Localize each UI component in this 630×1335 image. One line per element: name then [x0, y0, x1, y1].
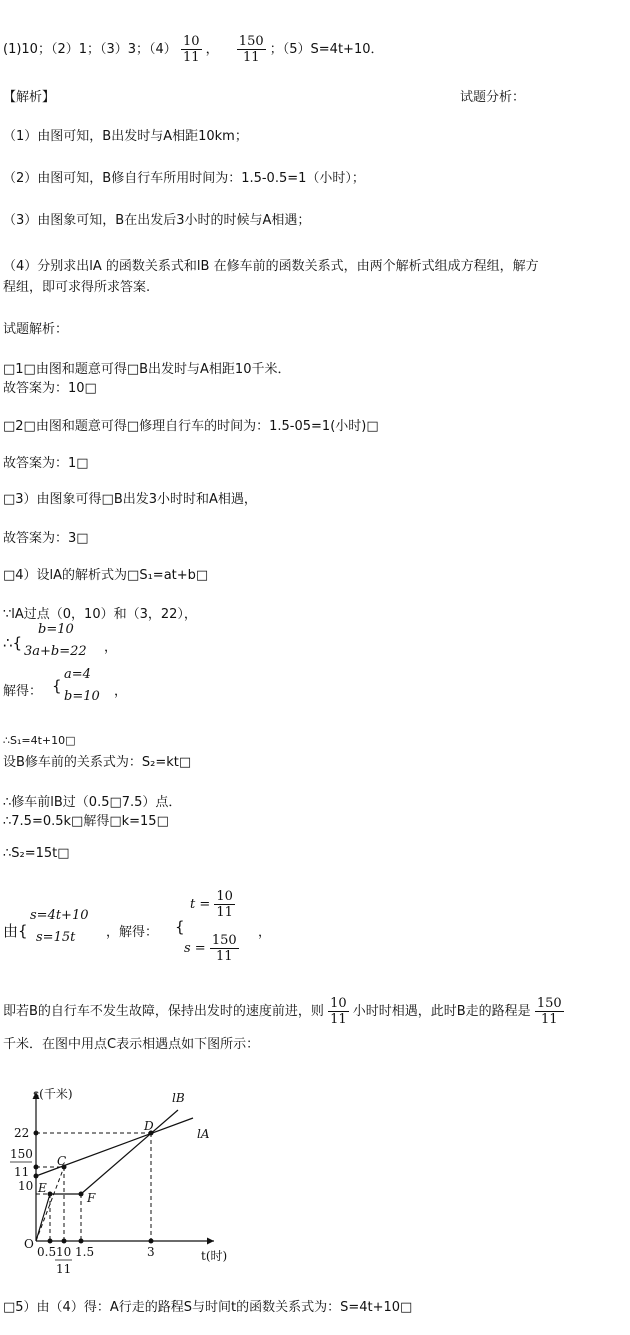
point-F-label: F [87, 1191, 96, 1205]
y-tick-150: 150 [10, 1147, 33, 1161]
x-tick-3: 3 [147, 1245, 155, 1259]
analysis-4-line1: （4）分别求出lA 的函数关系式和lB 在修车前的函数关系式，由两个解析式组成方程组，解方 [3, 259, 539, 274]
sol-3b: 故答案为：3□ [3, 531, 89, 546]
system1-row1: b=10 [38, 622, 74, 637]
system4-comma: ， [258, 925, 272, 940]
system2-row1: a=4 [64, 667, 91, 682]
line-lB-part3 [81, 1110, 178, 1194]
answer-line: (1)10；（2）1；（3）3；（4） $\frac{10}{11}$ ， $\frac{150}{11}$ ；（5）S=4t+10． [3, 34, 384, 65]
y-tick-22: 22 [14, 1126, 30, 1140]
x-tick-1.5: 1.5 [75, 1245, 95, 1259]
analysis-3: （3）由图象可知，B在出发后3小时的时候与A相遇； [3, 213, 311, 228]
sol-4b: ∵lA过点（0，10）和（3，22）， [3, 607, 197, 622]
sol-4: □4）设lA的解析式为□S₁=at+b□ [3, 568, 209, 583]
sol-7: ∴修车前lB过（0.5□7.5）点． [3, 795, 182, 810]
jiexi-label: 【解析】 [3, 90, 56, 105]
point-D-label: D [144, 1119, 154, 1133]
sol-9: ∴S₂=15t□ [3, 846, 70, 861]
system2-comma: ， [114, 684, 128, 699]
jiede2-label: ，解得： [106, 925, 159, 940]
line-lA-label: lA [197, 1127, 210, 1141]
origin-label: O [24, 1237, 34, 1251]
line-lB-part1 [36, 1194, 50, 1241]
answer-fraction-2: $\frac{150}{11}$ [238, 34, 264, 65]
answer-fraction-1: $\frac{10}{11}$ [182, 34, 200, 65]
sol-5: ∴S₁=4t+10□ [3, 734, 76, 747]
y-tick-10: 10 [18, 1179, 34, 1193]
conclusion-fraction-distance: $\frac{150}{11}$ [536, 996, 562, 1027]
x-axis-label: t(时) [201, 1249, 228, 1263]
solution-label: 试题解析： [3, 322, 69, 337]
shiti-fenxi-label: 试题分析： [460, 90, 526, 105]
x-tick-11: 11 [56, 1262, 72, 1276]
sol-1b: 故答案为：10□ [3, 381, 97, 396]
system4-brace: { [175, 918, 185, 936]
system4-row1: t = $\frac{10}{11}$ [190, 889, 233, 920]
line-lB-label: lB [172, 1091, 185, 1105]
system3-row2: s=15t [36, 930, 76, 945]
analysis-1: （1）由图可知，B出发时与A相距10km； [3, 129, 248, 144]
system3-row1: s=4t+10 [30, 908, 89, 923]
system1-row2: 3a+b=22 [24, 644, 87, 659]
point-C-label: C [57, 1154, 67, 1168]
point-E-label: E [38, 1181, 47, 1195]
y-tick-11: 11 [14, 1165, 30, 1179]
answer-part2: ；（5）S=4t+10． [269, 42, 384, 57]
conclusion-line2: 千米．在图中用点C表示相遇点如下图所示： [3, 1037, 260, 1052]
x-tick-10: 10 [56, 1245, 72, 1259]
sol-last: □5）由（4）得：A行走的路程S与时间t的函数关系式为：S=4t+10□ [3, 1300, 413, 1315]
conclusion-fraction-time: $\frac{10}{11}$ [330, 996, 347, 1027]
sol-8: ∴7.5=0.5k□解得□k=15□ [3, 814, 169, 829]
conclusion-line1: 即若B的自行车不发生故障，保持出发时的速度前进，则 $\frac{10}{11}$ 小时时相遇，此时B走的路程是 $\frac{150}{11}$ [3, 996, 562, 1027]
sol-6: 设B修车前的关系式为：S₂=kt□ [3, 755, 192, 770]
x-tick-0.5: 0.5 [37, 1245, 57, 1259]
distance-time-graph [0, 1080, 250, 1280]
analysis-2: （2）由图可知，B修自行车所用时间为：1.5-0.5=1（小时）； [3, 171, 365, 186]
jiede-label: 解得： [3, 684, 43, 699]
sol-2b: 故答案为：1□ [3, 456, 89, 471]
system1-brace: ∴{ [3, 634, 23, 652]
system3-brace: 由{ [3, 922, 28, 940]
sol-2: □2□由图和题意可得□修理自行车的时间为：1.5-05=1(小时)□ [3, 419, 379, 434]
sol-3: □3）由图象可得□B出发3小时时和A相遇， [3, 492, 257, 507]
y-axis-label: s(千米) [33, 1087, 73, 1101]
system2-row2: b=10 [64, 689, 100, 704]
analysis-4-line2: 程组，即可求得所求答案. [3, 280, 151, 295]
system1-comma: ， [104, 640, 118, 655]
system2-brace: { [52, 677, 62, 695]
system4-row2: s = $\frac{150}{11}$ [184, 933, 237, 964]
sol-1: □1□由图和题意可得□B出发时与A相距10千米． [3, 362, 291, 377]
answer-part1: (1)10；（2）1；（3）3；（4） [3, 42, 177, 57]
